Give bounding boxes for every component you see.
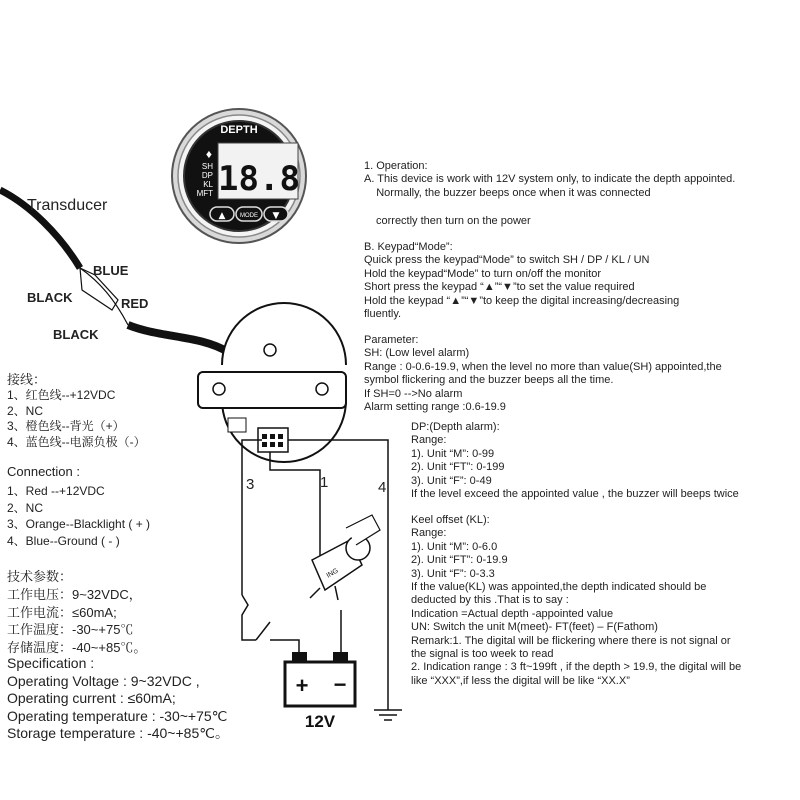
down-arrow-icon: ▼ (272, 211, 280, 221)
keypad-section (364, 241, 679, 321)
pin-label-1: 1 (320, 474, 329, 491)
keypad-line: B. Keypad“Mode”: (364, 241, 453, 253)
battery-voltage-label: 12V (304, 712, 336, 731)
parameter-line: If SH=0 -->No alarm (364, 387, 463, 400)
battery-minus-icon: − (333, 672, 347, 697)
specs-cn-item: 工作电压：9~32VDC， (7, 587, 142, 602)
kl-line: the signal is too week to read (411, 648, 554, 661)
wire-label-blue: BLUE (93, 263, 129, 278)
kl-line: Remark:1. The digital will be flickering where there is not signal or (411, 634, 731, 647)
gauge-label-kl: KL (203, 180, 213, 189)
pin-label-3: 3 (246, 476, 255, 493)
pin-label-4: 4 (378, 479, 387, 496)
kl-line: 1). Unit “M”: 0-6.0 (411, 540, 498, 553)
kl-line: 2. Indication range : 3 ft~199ft , if the depth > 19.9, the digital will be (411, 661, 742, 674)
mode-button-label: MODE (240, 213, 258, 219)
kl-line: like “XXX”,if less the digital will be like “XX.X” (411, 674, 630, 687)
connection-item: 2、NC (7, 500, 44, 515)
keypad-line: fluently. (364, 308, 402, 321)
parameter-line: symbol flickering and the buzzer beeps all the time. (364, 374, 614, 387)
specs-en-item: Operating current : ≤60mA; (7, 690, 176, 706)
specs-cn-item: 工作温度：-30~+75℃ (7, 622, 134, 637)
up-arrow-icon: ▲ (218, 211, 226, 221)
kl-line: UN: Switch the unit M(meet)- FT(feet) – F(Fathom) (411, 621, 658, 634)
dp-line: 2). Unit “FT”: 0-199 (411, 461, 505, 474)
connector-plug (258, 428, 288, 452)
wire-label-black-1: BLACK (27, 290, 73, 305)
dp-line: 3). Unit “F”: 0-49 (411, 474, 492, 487)
specs-cn-item: 工作电流：≤60mA; (7, 604, 117, 620)
connection-item: 3、Orange--Blacklight ( + ) (7, 517, 151, 531)
specs-en-section (7, 655, 229, 743)
gauge-back-view (198, 303, 346, 462)
parameter-line: SH: (Low level alarm) (364, 347, 470, 360)
dp-line: If the level exceed the appointed value , the buzzer will beeps twice (411, 488, 739, 501)
parameter-line: Alarm setting range :0.6-19.9 (364, 401, 506, 414)
drop-icon: ♦ (205, 147, 212, 161)
specs-cn-item: 存储温度：-40~+85℃。 (7, 639, 147, 655)
kl-line: Keel offset (KL): (411, 514, 490, 526)
battery-plus-icon: + (295, 673, 309, 698)
kl-line: If the value(KL) was appointed,the depth indicated should be (411, 581, 707, 594)
wiring-cn-item: 3、橙色线--背光（+） (7, 419, 125, 433)
specs-cn-section (7, 567, 146, 656)
parameter-line: Range : 0-0.6-19.9, when the level no more than value(SH) appointed,the (364, 360, 722, 373)
specs-en-item: Operating Voltage : 9~32VDC , (7, 672, 200, 689)
specs-en-title: Specification : (7, 655, 95, 671)
connection-item: 4、Blue--Ground ( - ) (7, 533, 120, 548)
gauge-display-value: 18.8 (218, 159, 300, 199)
keypad-line: Hold the keypad “▲”“▼”to keep the digital increasing/decreasing (364, 294, 680, 307)
battery (285, 652, 355, 731)
specs-cn-title: 技术参数： (7, 569, 73, 584)
specs-en-item: Operating temperature : -30~+75℃ (7, 707, 228, 724)
keypad-line: Short press the keypad “▲”“▼”to set the value required (364, 281, 635, 294)
connection-item: 1、Red --+12VDC (7, 484, 105, 498)
operation-section (364, 160, 735, 200)
wiring-cn-item: 2、NC (7, 403, 44, 418)
keypad-line: Quick press the keypad“Mode” to switch SH / DP / KL / UN (364, 254, 650, 267)
wiring-cn-item: 1、红色线--+12VDC (7, 388, 116, 402)
wiring-cn-title: 接线： (7, 372, 47, 387)
wiring-cn-item: 4、蓝色线--电源负极（-） (7, 434, 146, 449)
gauge-label-sh: SH (201, 162, 213, 171)
wire-label-red: RED (121, 296, 149, 311)
parameter-line: Parameter: (364, 334, 419, 346)
kl-line: Range: (411, 527, 447, 540)
dp-line: DP:(Depth alarm): (411, 421, 500, 433)
parameter-section (364, 334, 722, 414)
connection-title: Connection : (7, 464, 80, 479)
transducer-label: Transducer (27, 197, 108, 214)
kl-line: 3). Unit “F”: 0-3.3 (411, 567, 495, 580)
kl-line: Indication =Actual depth -appointed value (411, 607, 614, 620)
keypad-line: Hold the keypad“Mode” to turn on/off the monitor (364, 267, 602, 280)
ignition-label: ING (325, 567, 340, 580)
gauge-label-mft: MFT (196, 189, 213, 198)
kl-line: deducted by this .That is to say : (411, 594, 569, 607)
dp-section (411, 421, 739, 501)
dp-line: Range: (411, 434, 447, 447)
operation-a-line: Normally, the buzzer beeps once when it was connected (364, 186, 651, 199)
gauge-label-dp: DP (201, 171, 213, 180)
gauge-title: DEPTH (220, 124, 258, 136)
operation-a-line: A. This device is work with 12V system only, to indicate the depth appointed. (364, 173, 736, 186)
operation-a-note: correctly then turn on the power (376, 215, 531, 227)
kl-section (411, 514, 741, 688)
specs-en-item: Storage temperature : -40~+85℃。 (7, 725, 229, 741)
wiring-cn-section (7, 372, 146, 450)
connection-section (7, 461, 150, 549)
operation-title: 1. Operation: (364, 160, 428, 172)
wire-label-black-2: BLACK (53, 327, 99, 342)
dp-line: 1). Unit “M”: 0-99 (411, 447, 495, 460)
depth-gauge (172, 109, 306, 243)
kl-line: 2). Unit “FT”: 0-19.9 (411, 554, 508, 567)
